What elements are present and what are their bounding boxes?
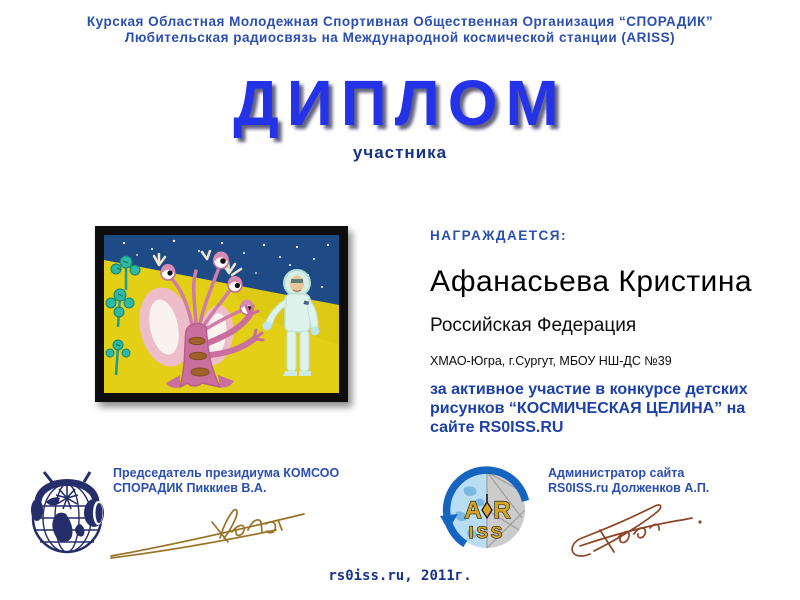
awarded-to-label: НАГРАЖДАЕТСЯ: bbox=[430, 228, 567, 243]
signature-scrawl-icon bbox=[108, 498, 313, 560]
organization-line2: Любительская радиосвязь на Международной космической станции (ARISS) bbox=[124, 30, 676, 45]
right-signatory-name: Долженков А.П. bbox=[608, 481, 710, 495]
left-signatory-title bbox=[113, 466, 363, 496]
footer-site-year: rs0iss.ru, 2011г. bbox=[328, 568, 472, 584]
ariss-letter-r: R bbox=[493, 497, 511, 524]
globe-headphones-icon bbox=[24, 458, 110, 562]
recipient-affiliation: ХМАО-Югра, г.Сургут, МБОУ НШ-ДС №39 bbox=[430, 354, 672, 368]
ariss-logo bbox=[436, 458, 536, 567]
recipient-country: Российская Федерация bbox=[430, 315, 637, 336]
signature-scrawl-icon bbox=[560, 496, 720, 566]
sporadik-globe-headphones-logo bbox=[24, 458, 110, 567]
award-block bbox=[430, 228, 770, 437]
left-signature bbox=[108, 498, 313, 565]
right-signatory-title-line2 bbox=[548, 481, 778, 496]
right-signature bbox=[560, 496, 720, 571]
ariss-iss-text: ISS bbox=[468, 523, 506, 542]
right-signatory-site: RS0ISS.ru bbox=[548, 481, 609, 495]
child-drawing-alien-and-cosmonaut-image bbox=[104, 235, 339, 393]
right-signatory-title bbox=[548, 466, 778, 496]
organization-line1: Курская Областная Молодежная Спортивная Общественная Организация “СПОРАДИК” bbox=[86, 14, 714, 29]
award-reason: за активное участие в конкурсе детских рисунков “КОСМИЧЕСКАЯ ЦЕЛИНА” на сайте RS0ISS.RU bbox=[430, 381, 748, 436]
page-subtitle: участника bbox=[352, 143, 448, 162]
ariss-letter-a: A bbox=[464, 497, 482, 524]
page-title: ДИПЛОМ bbox=[233, 67, 567, 139]
recipient-name: Афанасьева Кристина bbox=[430, 265, 753, 298]
artwork-frame bbox=[95, 226, 348, 402]
left-signatory-title-line1: Председатель президиума КОМСОО bbox=[113, 466, 340, 480]
right-signatory-title-line1: Администратор сайта bbox=[548, 466, 685, 480]
ariss-logo-icon bbox=[436, 458, 536, 562]
organization-header bbox=[0, 14, 800, 46]
left-signatory-title-line2: СПОРАДИК Пиккиев В.А. bbox=[113, 481, 267, 495]
